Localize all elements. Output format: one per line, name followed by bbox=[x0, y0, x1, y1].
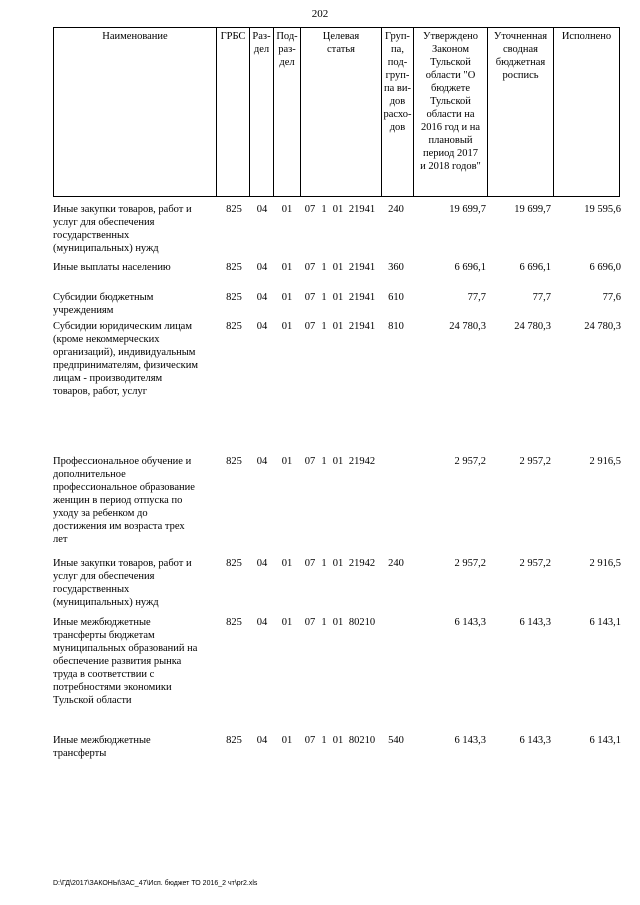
row-refined: 2 957,2 bbox=[519, 456, 551, 467]
row-grbs: 825 bbox=[226, 204, 242, 215]
header-grbs: ГРБС bbox=[217, 28, 250, 196]
row-target-part4: 80210 bbox=[348, 617, 376, 628]
row-target-part1: 07 bbox=[304, 456, 316, 467]
row-vid: 610 bbox=[388, 292, 404, 303]
row-razdel: 04 bbox=[256, 456, 268, 467]
row-approved: 2 957,2 bbox=[454, 456, 486, 467]
row-grbs: 825 bbox=[226, 735, 242, 746]
row-grbs: 825 bbox=[226, 321, 242, 332]
row-target-part2: 1 bbox=[321, 292, 327, 303]
row-grbs: 825 bbox=[226, 456, 242, 467]
row-name: Иные межбюджетные трансферты bbox=[53, 735, 151, 759]
row-razdel: 04 bbox=[256, 321, 268, 332]
row-podrazdel: 01 bbox=[281, 735, 293, 746]
header-razdel: Раз- дел bbox=[250, 28, 274, 196]
row-razdel: 04 bbox=[256, 617, 268, 628]
row-executed: 77,6 bbox=[602, 292, 621, 303]
row-target-part1: 07 bbox=[304, 321, 316, 332]
row-approved: 19 699,7 bbox=[449, 204, 486, 215]
row-executed: 6 696,0 bbox=[589, 262, 621, 273]
row-name: Субсидии юридическим лицам (кроме некоммерческих организаций), индивидуальным предпринимателям, физическим лицам - производителям товаров, работ, услуг bbox=[53, 321, 199, 397]
row-target-part2: 1 bbox=[321, 204, 327, 215]
row-target-part3: 01 bbox=[332, 456, 344, 467]
row-target-part4: 21941 bbox=[348, 292, 376, 303]
row-target-part3: 01 bbox=[332, 262, 344, 273]
row-grbs: 825 bbox=[226, 292, 242, 303]
row-razdel: 04 bbox=[256, 292, 268, 303]
row-grbs: 825 bbox=[226, 617, 242, 628]
row-target-part3: 01 bbox=[332, 735, 344, 746]
row-target-part1: 07 bbox=[304, 617, 316, 628]
row-target-part4: 21942 bbox=[348, 456, 376, 467]
row-razdel: 04 bbox=[256, 558, 268, 569]
row-refined: 6 143,3 bbox=[519, 735, 551, 746]
row-target-part3: 01 bbox=[332, 204, 344, 215]
row-refined: 19 699,7 bbox=[514, 204, 551, 215]
row-name: Профессиональное обучение и дополнительное профессиональное образование женщин в период отпуска по уходу за ребенком до достижения им возраста трех лет bbox=[53, 456, 195, 545]
row-target-part2: 1 bbox=[321, 456, 327, 467]
row-podrazdel: 01 bbox=[281, 558, 293, 569]
row-podrazdel: 01 bbox=[281, 617, 293, 628]
row-podrazdel: 01 bbox=[281, 292, 293, 303]
row-vid: 540 bbox=[388, 735, 404, 746]
row-vid: 240 bbox=[388, 204, 404, 215]
row-approved: 77,7 bbox=[467, 292, 486, 303]
row-name: Иные закупки товаров, работ и услуг для обеспечения государственных (муниципальных) нужд bbox=[53, 558, 192, 608]
row-razdel: 04 bbox=[256, 204, 268, 215]
row-target-part2: 1 bbox=[321, 558, 327, 569]
row-vid: 810 bbox=[388, 321, 404, 332]
row-grbs: 825 bbox=[226, 558, 242, 569]
row-refined: 6 143,3 bbox=[519, 617, 551, 628]
row-target-part3: 01 bbox=[332, 321, 344, 332]
row-target-part4: 21941 bbox=[348, 262, 376, 273]
row-podrazdel: 01 bbox=[281, 456, 293, 467]
header-approved: Утверждено Законом Тульской области "О бюджете Тульской области на 2016 год и на плановый период 2017 и 2018 годов" bbox=[414, 28, 488, 196]
row-target-part2: 1 bbox=[321, 321, 327, 332]
row-approved: 6 143,3 bbox=[454, 617, 486, 628]
row-executed: 19 595,6 bbox=[584, 204, 621, 215]
row-approved: 6 143,3 bbox=[454, 735, 486, 746]
row-target-part1: 07 bbox=[304, 735, 316, 746]
row-name: Иные выплаты населению bbox=[53, 262, 171, 273]
row-target-part2: 1 bbox=[321, 262, 327, 273]
header-vid: Груп- па, под- груп- па ви- дов расхо- дов bbox=[382, 28, 414, 196]
row-approved: 2 957,2 bbox=[454, 558, 486, 569]
row-target-part4: 21941 bbox=[348, 204, 376, 215]
header-executed: Исполнено bbox=[561, 31, 612, 42]
row-target-part3: 01 bbox=[332, 558, 344, 569]
header-refined: Уточненная сводная бюджетная роспись bbox=[488, 28, 554, 196]
row-target-part4: 80210 bbox=[348, 735, 376, 746]
header-podrazdel: Под- раз- дел bbox=[274, 28, 301, 196]
row-executed: 24 780,3 bbox=[584, 321, 621, 332]
row-target-part1: 07 bbox=[304, 558, 316, 569]
row-approved: 6 696,1 bbox=[454, 262, 486, 273]
row-name: Иные межбюджетные трансферты бюджетам муниципальных образований на обеспечение развития рынка труда в соответствии с потребностями экономики Тульской области bbox=[53, 617, 198, 706]
row-razdel: 04 bbox=[256, 262, 268, 273]
row-executed: 6 143,1 bbox=[589, 735, 621, 746]
row-target-part2: 1 bbox=[321, 617, 327, 628]
row-refined: 77,7 bbox=[532, 292, 551, 303]
row-name: Субсидии бюджетным учреждениям bbox=[53, 292, 154, 316]
row-podrazdel: 01 bbox=[281, 262, 293, 273]
row-name: Иные закупки товаров, работ и услуг для обеспечения государственных (муниципальных) нужд bbox=[53, 204, 192, 254]
row-target-part1: 07 bbox=[304, 204, 316, 215]
row-executed: 2 916,5 bbox=[589, 558, 621, 569]
row-vid: 360 bbox=[388, 262, 404, 273]
row-razdel: 04 bbox=[256, 735, 268, 746]
header-name: Наименование bbox=[54, 28, 217, 196]
row-target-part1: 07 bbox=[304, 262, 316, 273]
row-grbs: 825 bbox=[226, 262, 242, 273]
row-podrazdel: 01 bbox=[281, 204, 293, 215]
header-target: Целевая статья bbox=[301, 28, 382, 196]
row-refined: 2 957,2 bbox=[519, 558, 551, 569]
row-approved: 24 780,3 bbox=[449, 321, 486, 332]
file-path-footer: D:\ГД\2017\ЗАКОНЫ\ЗАС_47\Исп. бюджет ТО 2016_2 чт\pr2.xls bbox=[53, 880, 258, 887]
table-header bbox=[53, 27, 620, 197]
row-refined: 6 696,1 bbox=[519, 262, 551, 273]
page-number: 202 bbox=[311, 8, 329, 20]
row-target-part2: 1 bbox=[321, 735, 327, 746]
row-refined: 24 780,3 bbox=[514, 321, 551, 332]
row-target-part3: 01 bbox=[332, 292, 344, 303]
row-executed: 2 916,5 bbox=[589, 456, 621, 467]
row-target-part4: 21942 bbox=[348, 558, 376, 569]
row-target-part3: 01 bbox=[332, 617, 344, 628]
row-target-part4: 21941 bbox=[348, 321, 376, 332]
row-target-part1: 07 bbox=[304, 292, 316, 303]
row-executed: 6 143,1 bbox=[589, 617, 621, 628]
row-vid: 240 bbox=[388, 558, 404, 569]
row-podrazdel: 01 bbox=[281, 321, 293, 332]
